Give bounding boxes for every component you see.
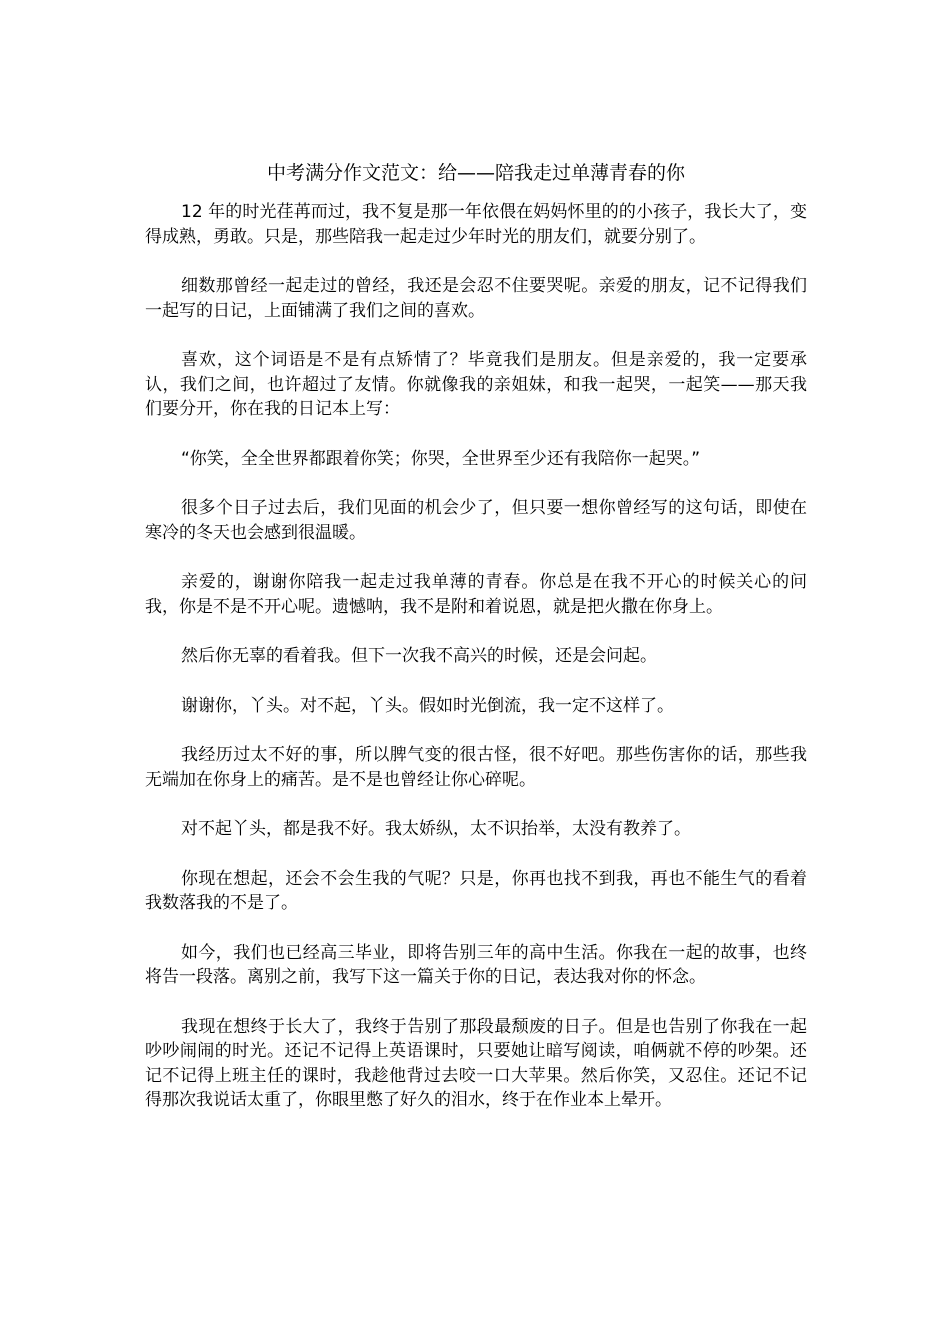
paragraph-12: 如今，我们也已经高三毕业，即将告别三年的高中生活。你我在一起的故事，也终将告一段落。离别之前，我写下这一篇关于你的日记，表达我对你的怀念。: [145, 942, 807, 987]
paragraph-3: 喜欢，这个词语是不是有点矫情了？毕竟我们是朋友。但是亲爱的，我一定要承认，我们之间，也许超过了友情。你就像我的亲姐妹，和我一起哭，一起笑——那天我们要分开，你在我的日记本上写：: [145, 350, 807, 419]
paragraph-2: 细数那曾经一起走过的曾经，我还是会忍不住要哭呢。亲爱的朋友，记不记得我们一起写的日记，上面铺满了我们之间的喜欢。: [145, 276, 807, 321]
paragraph-4: “你笑，全全世界都跟着你笑；你哭，全世界至少还有我陪你一起哭。”: [181, 448, 701, 469]
paragraph-11: 你现在想起，还会不会生我的气呢？只是，你再也找不到我，再也不能生气的看着我数落我的不是了。: [145, 868, 807, 913]
paragraph-6: 亲爱的，谢谢你陪我一起走过我单薄的青春。你总是在我不开心的时候关心的问我，你是不是不开心呢。遗憾呐，我不是附和着说恩，就是把火撒在你身上。: [145, 572, 807, 617]
paragraph-7: 然后你无辜的看着我。但下一次我不高兴的时候，还是会问起。: [181, 646, 657, 666]
paragraph-9: 我经历过太不好的事，所以脾气变的很古怪，很不好吧。那些伤害你的话，那些我无端加在你身上的痛苦。是不是也曾经让你心碎呢。: [145, 745, 807, 790]
paragraph-8: 谢谢你，丫头。对不起，丫头。假如时光倒流，我一定不这样了。: [181, 695, 674, 716]
paragraph-1: 12 年的时光荏苒而过，我不复是那一年依偎在妈妈怀里的的小孩子，我长大了，变得成熟，勇敢。只是，那些陪我一起走过少年时光的朋友们，就要分别了。: [145, 202, 807, 247]
document-title: 中考满分作文范文：给——陪我走过单薄青春的你: [266, 162, 685, 184]
paragraph-5: 很多个日子过去后，我们见面的机会少了，但只要一想你曾经写的这句话，即使在寒冷的冬天也会感到很温暖。: [145, 498, 807, 543]
paragraph-13: 我现在想终于长大了，我终于告别了那段最颓废的日子。但是也告别了你我在一起吵吵闹闹的时光。还记不记得上英语课时，只要她让暗写阅读，咱俩就不停的吵架。还记不记得上班主任的课时，我趁他背过去咬一口大苹果。然后你笑，又忍住。还记不记得那次我说话太重了，你眼里憋了好久的泪水，终于在作业本上晕开。: [145, 1016, 807, 1110]
paragraph-10: 对不起丫头，都是我不好。我太娇纵，太不识抬举，太没有教养了。: [181, 819, 691, 839]
document-page: [145, 160, 807, 1138]
